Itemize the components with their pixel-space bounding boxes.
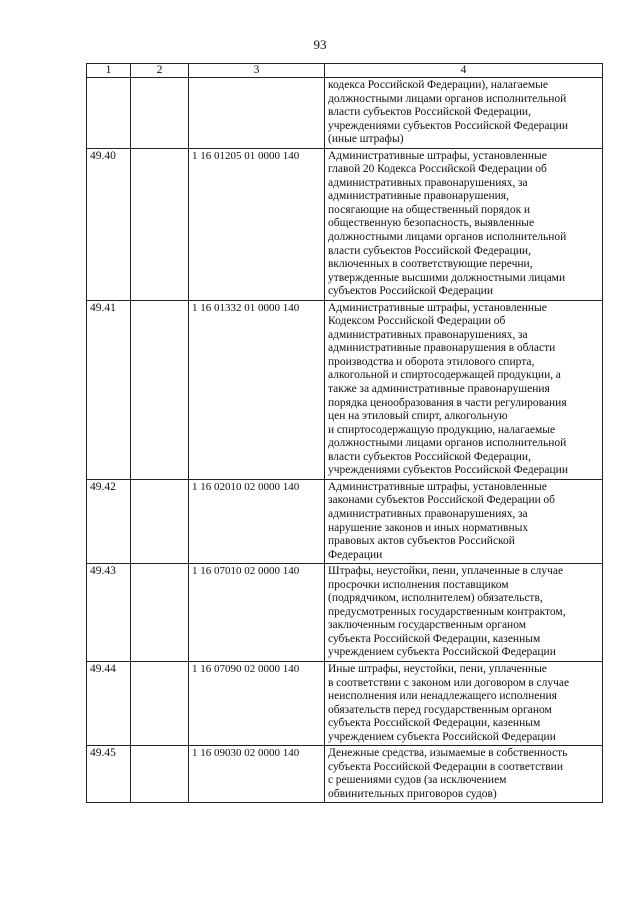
description-line: административные правонарушения, (328, 190, 509, 203)
column-2-cell (131, 746, 189, 803)
description-line: Денежные средства, изымаемые в собственность (328, 747, 568, 760)
budget-code-cell (189, 78, 325, 149)
budget-code-cell: 1 16 07090 02 0000 140 (189, 661, 325, 745)
description-line: цен на этиловый спирт, алкогольную (328, 410, 508, 423)
description-line: субъектов Российской Федерации (328, 285, 493, 298)
description-line: с решениями судов (за исключением (328, 774, 507, 787)
column-2-cell (131, 564, 189, 662)
description-line: учреждениями субъектов Российской Федерации (328, 119, 568, 132)
description-line: алкогольной и спиртосодержащей продукции, а (328, 369, 561, 382)
description-cell (325, 148, 603, 300)
description-line: должностными лицами органов исполнительной (328, 437, 567, 450)
budget-code-cell: 1 16 07010 02 0000 140 (189, 564, 325, 662)
description-line: учреждением субъекта Российской Федерации (328, 646, 556, 659)
budget-code-cell: 1 16 01332 01 0000 140 (189, 300, 325, 479)
description-line: (подрядчиком, исполнителем) обязательств, (328, 592, 543, 605)
description-cell (325, 661, 603, 745)
description-line: учреждением субъекта Российской Федерации (328, 730, 556, 743)
description-line: власти субъектов Российской Федерации, (328, 450, 531, 463)
description-line: Иные штрафы, неустойки, пени, уплаченные (328, 662, 547, 675)
description-line: должностными лицами органов исполнительной (328, 92, 567, 105)
description-line: в соответствии с законом или договором в случае (328, 676, 570, 689)
description-line: включенных в соответствующие перечни, (328, 258, 533, 271)
description-line: административных правонарушениях, за (328, 328, 528, 341)
description-line: также за административные правонарушения (328, 383, 550, 396)
description-line: правовых актов субъектов Российской (328, 535, 515, 548)
table-row (87, 300, 603, 479)
description-line: порядка ценообразования в части регулирования (328, 396, 567, 409)
row-number-cell: 49.42 (87, 479, 131, 563)
description-line: утвержденные высшими должностными лицами (328, 271, 566, 284)
column-header: 1 (87, 64, 131, 78)
description-line: Административные штрафы, установленные (328, 301, 547, 314)
row-number-cell: 49.40 (87, 148, 131, 300)
row-number-cell: 49.44 (87, 661, 131, 745)
description-line: общественную безопасность, выявленные (328, 217, 535, 230)
description-line: посягающие на общественный порядок и (328, 203, 530, 216)
table-header-row (87, 64, 603, 78)
description-line: обязательств перед государственным органом (328, 703, 552, 716)
description-line: учреждениями субъектов Российской Федерации (328, 464, 568, 477)
description-line: законами субъектов Российской Федерации об (328, 494, 556, 507)
table-row (87, 148, 603, 300)
description-line: административные правонарушения в области (328, 342, 556, 355)
description-line: субъекта Российской Федерации, казенным (328, 717, 541, 730)
column-2-cell (131, 300, 189, 479)
description-line: предусмотренных государственным контрактом, (328, 605, 566, 618)
budget-code-cell: 1 16 09030 02 0000 140 (189, 746, 325, 803)
description-line: Административные штрафы, установленные (328, 480, 547, 493)
description-line: Административные штрафы, установленные (328, 149, 547, 162)
description-line: власти субъектов Российской Федерации, (328, 244, 531, 257)
description-cell (325, 300, 603, 479)
description-line: власти субъектов Российской Федерации, (328, 106, 531, 119)
table-row (87, 564, 603, 662)
description-line: нарушение законов и иных нормативных (328, 521, 529, 534)
column-2-cell (131, 661, 189, 745)
description-cell (325, 746, 603, 803)
table-row (87, 78, 603, 149)
description-line: (иные штрафы) (328, 133, 404, 146)
description-cell (325, 479, 603, 563)
row-number-cell: 49.41 (87, 300, 131, 479)
description-line: обвинительных приговоров судов) (328, 787, 497, 800)
page-number: 93 (313, 37, 327, 52)
budget-code-table (86, 63, 603, 803)
description-line: производства и оборота этилового спирта, (328, 355, 535, 368)
description-line: главой 20 Кодекса Российской Федерации об (328, 163, 547, 176)
table-row (87, 746, 603, 803)
description-cell (325, 78, 603, 149)
row-number-cell: 49.43 (87, 564, 131, 662)
budget-code-cell: 1 16 01205 01 0000 140 (189, 148, 325, 300)
column-2-cell (131, 78, 189, 149)
description-line: административных правонарушениях, за (328, 507, 528, 520)
description-line: Штрафы, неустойки, пени, уплаченные в случае (328, 565, 564, 578)
description-cell (325, 564, 603, 662)
description-line: неисполнения или ненадлежащего исполнения (328, 690, 557, 703)
description-line: субъекта Российской Федерации в соответствии (328, 760, 563, 773)
description-line: Федерации (328, 548, 383, 561)
description-line: кодекса Российской Федерации), налагаемые (328, 79, 548, 91)
column-header: 4 (325, 64, 603, 78)
description-line: заключенным государственным органом (328, 619, 527, 632)
description-line: просрочки исполнения поставщиком (328, 578, 509, 591)
description-line: административных правонарушениях, за (328, 176, 528, 189)
description-line: должностными лицами органов исполнительной (328, 231, 567, 244)
description-line: Кодексом Российской Федерации об (328, 315, 506, 328)
description-line: и спиртосодержащую продукцию, налагаемые (328, 423, 556, 436)
column-header: 3 (189, 64, 325, 78)
column-header: 2 (131, 64, 189, 78)
column-2-cell (131, 479, 189, 563)
column-2-cell (131, 148, 189, 300)
row-number-cell (87, 78, 131, 149)
budget-code-cell: 1 16 02010 02 0000 140 (189, 479, 325, 563)
table-row (87, 479, 603, 563)
table-row (87, 661, 603, 745)
row-number-cell: 49.45 (87, 746, 131, 803)
description-line: субъекта Российской Федерации, казенным (328, 632, 541, 645)
table-body (87, 78, 603, 803)
